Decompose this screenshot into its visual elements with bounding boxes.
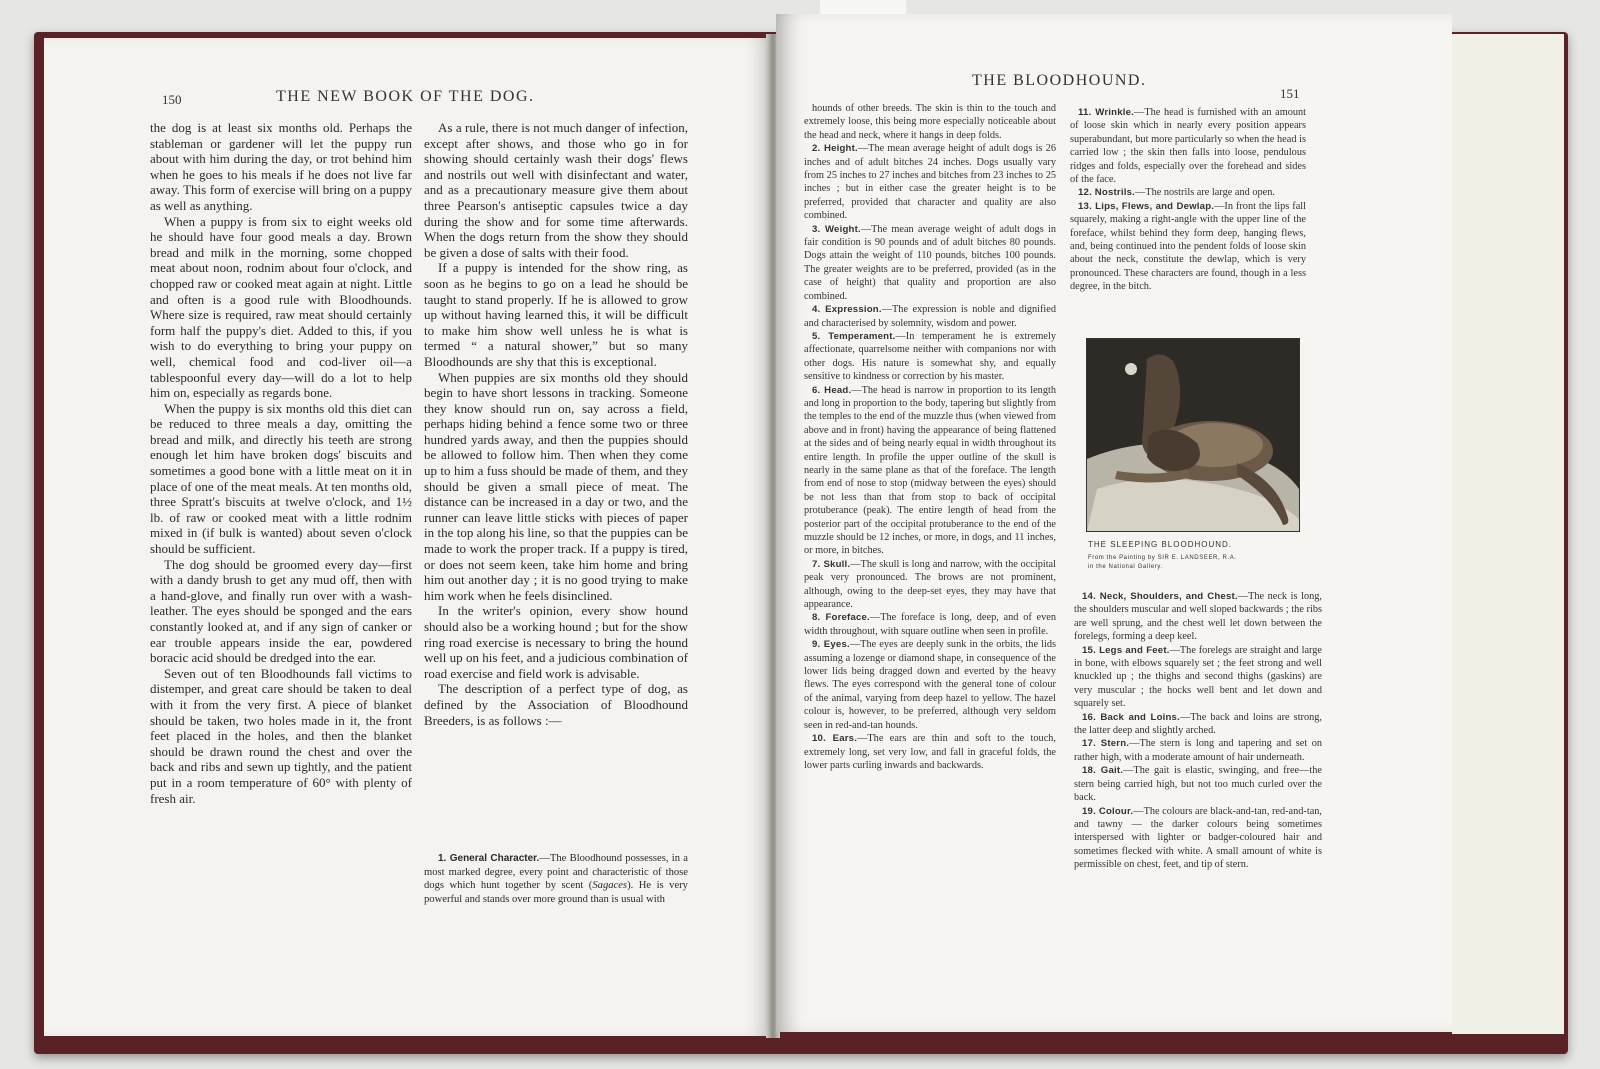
point-heading: 16. Back and Loins. (1082, 711, 1180, 723)
standard-point (1074, 764, 1322, 804)
standard-point (804, 142, 1056, 222)
paragraph: If a puppy is intended for the show ring, as soon as he begins to go on a lead he should be taught to stand properly. If he is allowed to grow up without having learned this, it will be difficult to make him show well unless he is what is termed “ a natural shower,” but so many Bloodhounds are shy that this is exceptional. (424, 260, 688, 369)
endpaper (1452, 34, 1564, 1034)
point-heading: 6. Head. (812, 384, 852, 396)
general-character-heading: 1. General Character. (438, 853, 540, 864)
general-character-text-1: —The Bloodhound possesses, in a most marked degree, every point and characteristic of those dogs which hunt together by scent ( (424, 853, 688, 892)
right-column-1 (804, 102, 1056, 772)
point-text: —The colours are black-and-tan, red-and-tan, and tawny — the darker colours being sometimes interspersed with lighter or badger-coloured hair and sometimes flecked with white. A small amount of white is permissible on chest, feet, and tip of stern. (1074, 805, 1323, 871)
point-heading: 15. Legs and Feet. (1082, 644, 1170, 656)
point-text: —The neck is long, the shoulders muscular and well sloped backwards ; the ribs are well sprung, and the chest well let down between the forelegs, forming a deep keel. (1074, 591, 1322, 643)
standard-point (1074, 737, 1322, 764)
general-character-paragraph (424, 852, 688, 906)
point-heading: 10. Ears. (812, 733, 858, 745)
left-page (44, 38, 772, 1036)
paragraph: When puppies are six months old they should begin to have short lessons in tracking. Someone they know should run on, say across a field, perhaps hiding behind a fence some two or three hundred yards away, and then the puppies should be allowed to follow him. Then when they come up to him a fuss should be made of them, and they should be given a small piece of meat. The distance can be increased in a day or two, and the runner can leave little sticks with pieces of paper in the top along his line, so that the puppies can be made to work the proper track. If a puppy is tired, or does not seem keen, take him home and bring him out another day ; it is no good trying to make him work when he feels disinclined. (424, 369, 688, 603)
paragraph: When the puppy is six months old this diet can be reduced to three meals a day, omitting the bread and milk, and directly his teeth are strong enough let him have broken dogs' biscuits and sometimes a good bone with a little meat on it in place of one of the meat meals. At ten months old, three Spratt's biscuits at twelve o'clock, and 1½ lb. of raw or cooked meat with a little rodnim mixed in (if bulk is wanted) about seven o'clock should be sufficient. (150, 400, 412, 557)
point-heading: 19. Colour. (1082, 805, 1134, 817)
left-column-1 (150, 120, 412, 806)
plate-caption (1088, 540, 1237, 570)
point-heading: 2. Height. (812, 143, 858, 155)
page-number-right: 151 (1280, 86, 1300, 101)
standard-point (804, 330, 1056, 384)
point-heading: 13. Lips, Flews, and Dewlap. (1078, 200, 1215, 212)
paragraph: Seven out of ten Bloodhounds fall victims to distemper, and great care should be taken to deal with it from the very first. A piece of blanket should be taken, two holes made in it, the front feet placed in the holes, and then the blanket should be drawn round the chest and over the back and ribs and sewn up tightly, and the patient put in a room temperature of 60° with plenty of fresh air. (150, 665, 412, 806)
standard-point (804, 303, 1056, 330)
standard-point (804, 611, 1056, 638)
point-text: —The back and loins are strong, the latter deep and slightly arched. (1074, 711, 1322, 737)
point-text: —The skull is long and narrow, with the occipital peak very pronounced. The brows are not prominent, although, owing to the deep-set eyes, they may have that appearance. (804, 558, 1056, 611)
point-text: —In front the lips fall squarely, making a right-angle with the upper line of the foreface, whilst behind they form deep, hanging flews, and, being continued into the pendent folds of loose skin about the neck, constitute the dewlap, which is very pronounced. These characters are found, though in a less degree, in the bitch. (1070, 200, 1306, 293)
paragraph: In the writer's opinion, every show hound should also be a working hound ; but for the show ring road exercise is necessary to bring the hound well up on his feet, and a judicious combination of road exercise and field work is advisable. (424, 603, 688, 681)
general-character-text-2: ). He is very powerful and stands over more ground than is usual with (424, 880, 688, 905)
paragraph: When a puppy is from six to eight weeks old he should have four good meals a day. Brown bread and milk in the morning, some chopped meat about noon, rodnim about four o'clock, and chopped raw or cooked meat again at night. Little and often is a good rule with Bloodhounds. Where size is required, raw meat should certainly form half the puppy's diet. Added to this, if you wish to do everything to bring your puppy on well, chemical food and cod-liver oil—a tablespoonful every day—will do a lot to help him on, especially as regards bone. (150, 213, 412, 401)
standard-point (804, 384, 1056, 558)
point-heading: 18. Gait. (1082, 765, 1124, 777)
standard-point (1070, 106, 1306, 186)
standard-point (1074, 590, 1322, 644)
point-heading: 12. Nostrils. (1078, 187, 1135, 199)
plate-caption-title: THE SLEEPING BLOODHOUND. (1088, 540, 1233, 549)
paragraph: The description of a perfect type of dog, as defined by the Association of Bloodhound Breeders, is as follows :— (424, 681, 688, 728)
point-heading: 17. Stern. (1082, 738, 1130, 750)
point-text: —The stern is long and tapering and set on rather high, with a moderate amount of hair underneath. (1074, 738, 1322, 763)
bloodhound-illustration (1087, 339, 1299, 531)
running-header-left: THE NEW BOOK OF THE DOG. (276, 88, 535, 105)
standard-point (1070, 186, 1306, 199)
point-heading: 11. Wrinkle. (1078, 107, 1135, 118)
running-header-right: THE BLOODHOUND. (972, 72, 1147, 89)
point-heading: 3. Weight. (812, 223, 861, 235)
right-column-2-bottom (1074, 590, 1322, 872)
point-heading: 14. Neck, Shoulders, and Chest. (1082, 591, 1238, 602)
point-text: —The gait is elastic, swinging, and free—the stern being carried high, but not too much curled over the back. (1074, 765, 1322, 804)
standard-point (1074, 805, 1322, 872)
general-character-italic: Sagaces (592, 880, 628, 892)
point-heading: 5. Temperament. (812, 330, 896, 342)
point-text: —In temperament he is extremely affectionate, quarrelsome neither with companions nor with other dogs. His nature is somewhat shy, and equally sensitive to kindness or correction by his master. (804, 330, 1056, 383)
paragraph: As a rule, there is not much danger of infection, except after shows, and those who go in for showing should certainly wash their dogs' flews and nostrils out well with disinfectant and water, and as a precautionary measure give them about three Pearson's antiseptic capsules twice a day during the show and for some time afterwards. When the dogs return from the show they should be given a dose of salts with their food. (424, 120, 688, 260)
point-text: —The forelegs are straight and large in bone, with elbows squarely set ; the feet strong and well knuckled up ; the thighs and second thighs (gaskins) are very muscular ; the hocks well bent and let down and squarely set. (1074, 644, 1322, 710)
point-heading: 8. Foreface. (812, 612, 870, 624)
right-column-2-top (1070, 106, 1306, 294)
paragraph: the dog is at least six months old. Perhaps the stableman or gardener will let the puppy run about with him during the day, or trot behind him when he goes to his meals if he does not live far away. This form of exercise will bring on a puppy as well as anything. (150, 120, 412, 213)
plate-caption-location: in the National Gallery. (1088, 564, 1163, 570)
sleeping-bloodhound-plate (1086, 338, 1300, 532)
point-text: —The mean average weight of adult dogs in fair condition is 90 pounds and of adult bitches 80 pounds. Dogs attain the weight of 110 pounds, bitches 100 pounds. The greater weights are to be preferred, provided (as in the case of height) that quality and proportion are also combined. (804, 223, 1056, 302)
standard-point (804, 558, 1056, 612)
point-text: —The head is furnished with an amount of loose skin which in nearly every position appears superabundant, but more particularly so when the head is carried low ; the skin then falls into loose, pendulous ridges and folds, especially over the forehead and sides of the face. (1070, 107, 1307, 186)
standard-point (804, 638, 1056, 732)
paragraph: The dog should be groomed every day—first with a dandy brush to get any mud off, then with a hand-glove, and finally run over with a wash-leather. The eyes should be sponged and the ears constantly looked at, and if any sign of canker or ear trouble appears inside the ear, powdered boracic acid should be dredged into the ear. (150, 556, 412, 666)
point-text: —The mean average height of adult dogs is 26 inches and of adult bitches 24 inches. Dogs usually vary from 25 inches to 27 inches and bitches from 23 inches to 25 inches ; but in either case the greater height is to be preferred, provided that character and quality are also combined. (804, 143, 1056, 222)
left-column-2 (424, 120, 688, 728)
standard-point (1070, 200, 1306, 294)
point-text: —The expression is noble and dignified and characterised by solemnity, wisdom and power. (804, 304, 1056, 329)
point-text: —The nostrils are large and open. (1135, 187, 1275, 199)
standard-point (804, 732, 1056, 772)
standard-point (1074, 711, 1322, 738)
point-heading: 9. Eyes. (812, 639, 850, 651)
right-page (776, 14, 1452, 1032)
point-text: —The eyes are deeply sunk in the orbits, the lids assuming a lozenge or diamond shape, in consequence of the lower lids being dragged down and everted by the heavy flews. The eyes correspond with the general tone of colour of the animal, varying from deep hazel to yellow. The hazel colour is, however, to be preferred, although very seldom seen in red-and-tan hounds. (804, 639, 1056, 731)
right-intro-paragraph: hounds of other breeds. The skin is thin to the touch and extremely loose, this being more especially noticeable about the head and neck, where it hangs in deep folds. (804, 103, 1056, 141)
standard-point (804, 223, 1056, 303)
page-number-left: 150 (162, 92, 182, 107)
standard-point (1074, 644, 1322, 711)
point-text: —The ears are thin and soft to the touch, extremely long, set very low, and fall in graceful folds, the lower parts curling inwards and backwards. (804, 733, 1056, 771)
point-heading: 7. Skull. (812, 558, 851, 570)
point-heading: 4. Expression. (812, 304, 882, 316)
point-text: —The head is narrow in proportion to its length and long in proportion to the body, tapering but slightly from the temples to the end of the muzzle thus (when viewed from above and in front) having the appearance of being flattened at the sides and of being nearly equal in width throughout its entire length. In profile the upper outline of the skull is nearly in the same plane as that of the foreface. The length from end of nose to stop (midway between the eyes) should be not less than that from stop to back of occipital protuberance (peak). The entire length of head from the posterior part of the occipital protuberance to the end of the muzzle should be 12 inches, or more, in dogs, and 11 inches, or more, in bitches. (804, 384, 1056, 557)
plate-caption-credit: From the Painting by SIR E. LANDSEER, R.A. (1088, 555, 1237, 561)
point-text: —The foreface is long, deep, and of even width throughout, with square outline when seen in profile. (804, 612, 1056, 637)
